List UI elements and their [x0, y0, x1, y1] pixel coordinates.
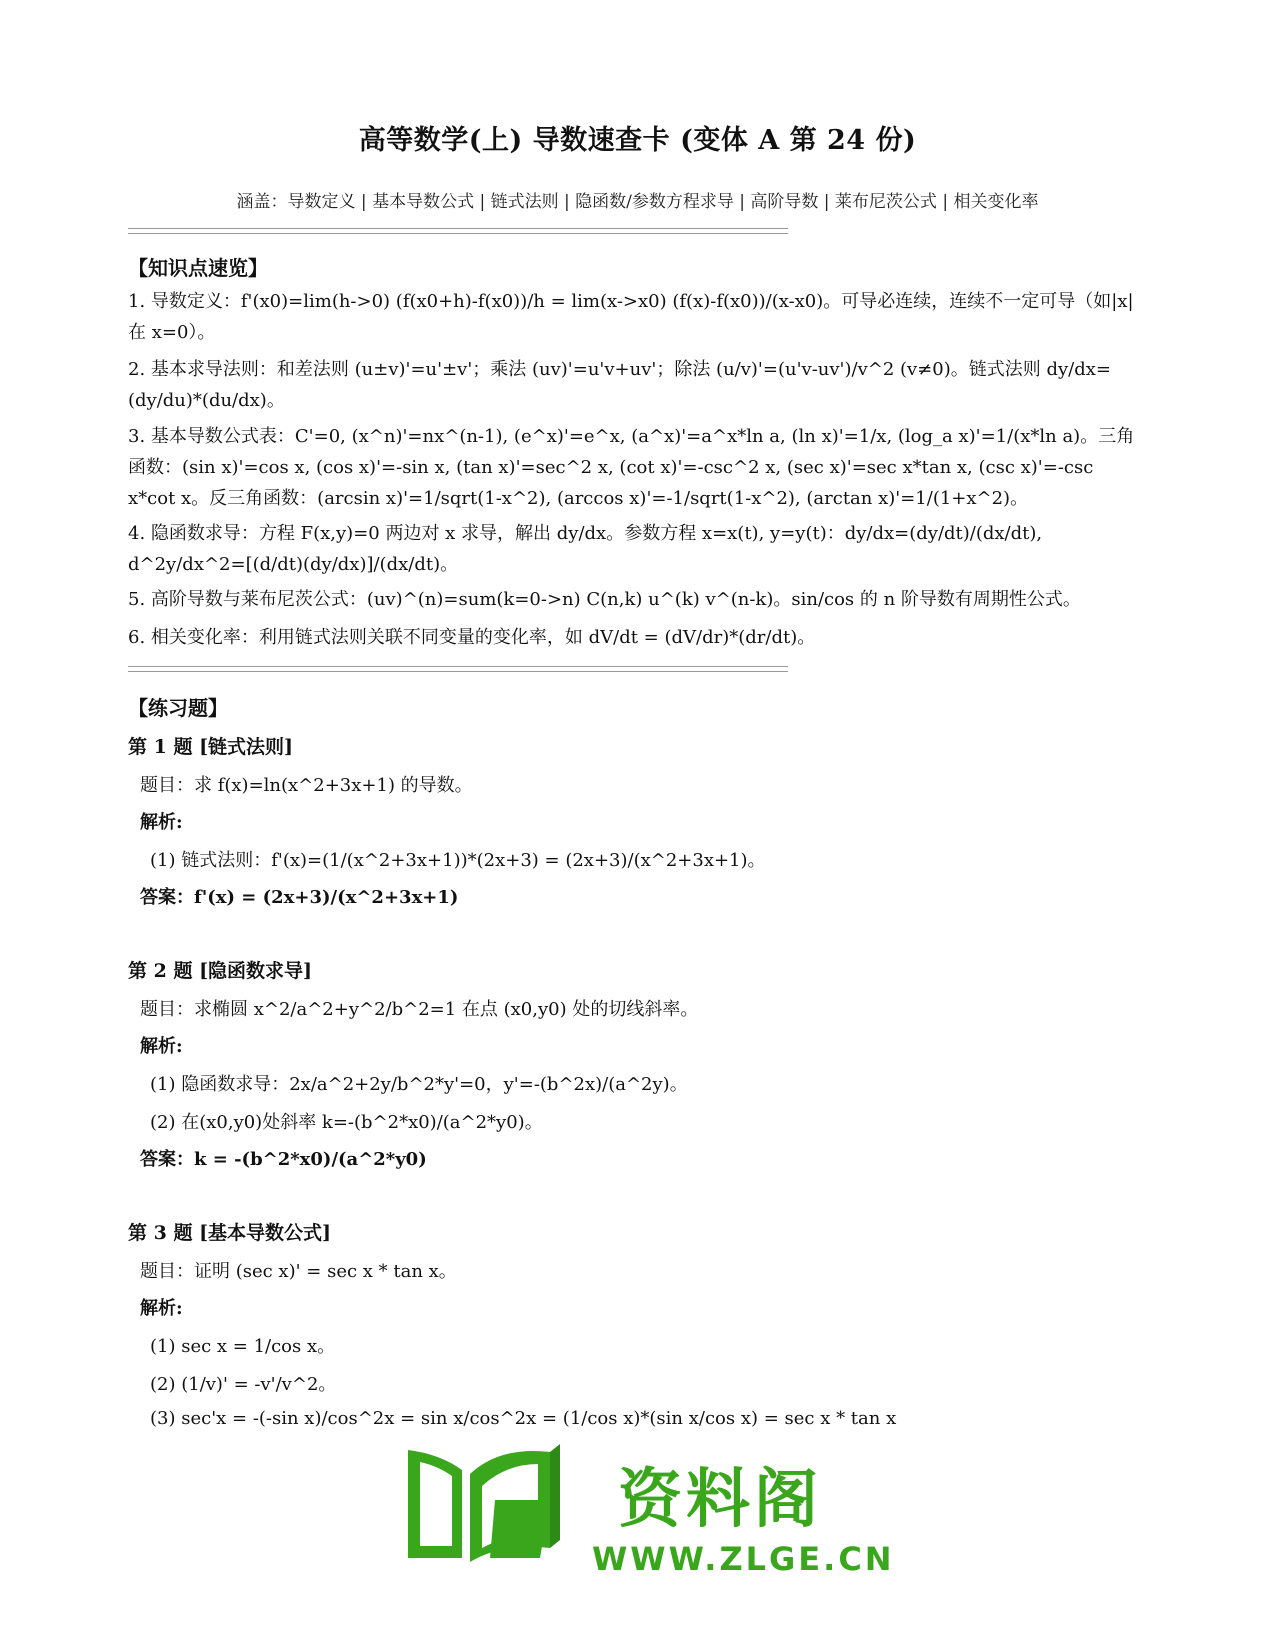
book-icon — [400, 1440, 600, 1570]
question-1-step-1: (1) 链式法则：f'(x)=(1/(x^2+3x+1))*(2x+3) = (2x+3)/(x^2+3x+1)。 — [150, 850, 766, 871]
knowledge-item-4: 4. 隐函数求导：方程 F(x,y)=0 两边对 x 求导，解出 dy/dx。参数方程 x=x(t), y=y(t)：dy/dx=(dy/dt)/(dx/dt), d^2y/dx^2=[(d/dt)(dy/dx)]/(dx/dt)。 — [128, 523, 1043, 575]
page-subtitle: 涵盖：导数定义 | 基本导数公式 | 链式法则 | 隐函数/参数方程求导 | 高阶导数 | 莱布尼茨公式 | 相关变化率 — [236, 192, 1039, 212]
question-1-answer: 答案：f'(x) = (2x+3)/(x^2+3x+1) — [140, 887, 459, 908]
question-2-step-2: (2) 在(x0,y0)处斜率 k=-(b^2*x0)/(a^2*y0)。 — [150, 1112, 543, 1133]
practice-heading: 【练习题】 — [128, 696, 228, 720]
knowledge-item-2: 2. 基本求导法则：和差法则 (u±v)'=u'±v'；乘法 (uv)'=u'v+uv'；除法 (u/v)'=(u'v-uv')/v^2 (v≠0)。链式法则 dy/dx=(dy/du)*(du/dx)。 — [128, 359, 1111, 411]
divider — [128, 228, 788, 234]
question-1-title: 第 1 题 [链式法则] — [128, 736, 294, 758]
watermark-logo — [400, 1440, 895, 1590]
knowledge-item-1: 1. 导数定义：f'(x0)=lim(h->0) (f(x0+h)-f(x0))/h = lim(x->x0) (f(x)-f(x0))/(x-x0)。可导必连续，连续不一定可导（如|x|在 x=0）。 — [128, 291, 1134, 343]
knowledge-item-6: 6. 相关变化率：利用链式法则关联不同变量的变化率，如 dV/dt = (dV/dr)*(dr/dt)。 — [128, 627, 816, 648]
question-3-step-2: (2) (1/v)' = -v'/v^2。 — [150, 1374, 337, 1395]
question-2-analysis-label: 解析: — [140, 1036, 183, 1057]
question-2-title: 第 2 题 [隐函数求导] — [128, 960, 313, 982]
question-2-text: 题目：求椭圆 x^2/a^2+y^2/b^2=1 在点 (x0,y0) 处的切线斜率。 — [140, 999, 699, 1020]
knowledge-item-3: 3. 基本导数公式表：C'=0, (x^n)'=nx^(n-1), (e^x)'=e^x, (a^x)'=a^x*ln a, (ln x)'=1/x, (log_a x)'=1/(x*ln a)。三角函数：(sin x)'=cos x, (cos x)'=-sin x, (tan x)'=sec^2 x, (cot x)'=-csc^2 x, (sec x)'=sec x*tan x, (csc x)'=-csc x*cot x。反三角函数：(arcsin x)'=1/sqrt(1-x^2), (arccos x)'=-1/sqrt(1-x^2), (arctan x)'=1/(1+x^2)。 — [128, 426, 1135, 509]
question-3-analysis-label: 解析: — [140, 1298, 183, 1319]
question-1-analysis-label: 解析: — [140, 812, 183, 833]
page-title: 高等数学(上) 导数速查卡 (变体 A 第 24 份) — [358, 125, 917, 156]
watermark-name: 资料阁 — [618, 1463, 822, 1537]
question-2-step-1: (1) 隐函数求导：2x/a^2+2y/b^2*y'=0，y'=-(b^2x)/(a^2y)。 — [150, 1074, 688, 1095]
question-3-text: 题目：证明 (sec x)' = sec x * tan x。 — [140, 1261, 457, 1282]
knowledge-heading: 【知识点速览】 — [128, 256, 268, 280]
question-3-step-3: (3) sec'x = -(-sin x)/cos^2x = sin x/cos^2x = (1/cos x)*(sin x/cos x) = sec x * tan x — [150, 1408, 897, 1429]
knowledge-item-5: 5. 高阶导数与莱布尼茨公式：(uv)^(n)=sum(k=0->n) C(n,k) u^(k) v^(n-k)。sin/cos 的 n 阶导数有周期性公式。 — [128, 589, 1081, 610]
question-3-step-1: (1) sec x = 1/cos x。 — [150, 1336, 336, 1357]
question-1-text: 题目：求 f(x)=ln(x^2+3x+1) 的导数。 — [140, 775, 473, 796]
watermark-url: WWW.ZLGE.CN — [592, 1540, 895, 1578]
question-3-title: 第 3 题 [基本导数公式] — [128, 1222, 332, 1244]
divider — [128, 666, 788, 672]
question-2-answer: 答案：k = -(b^2*x0)/(a^2*y0) — [140, 1149, 427, 1170]
